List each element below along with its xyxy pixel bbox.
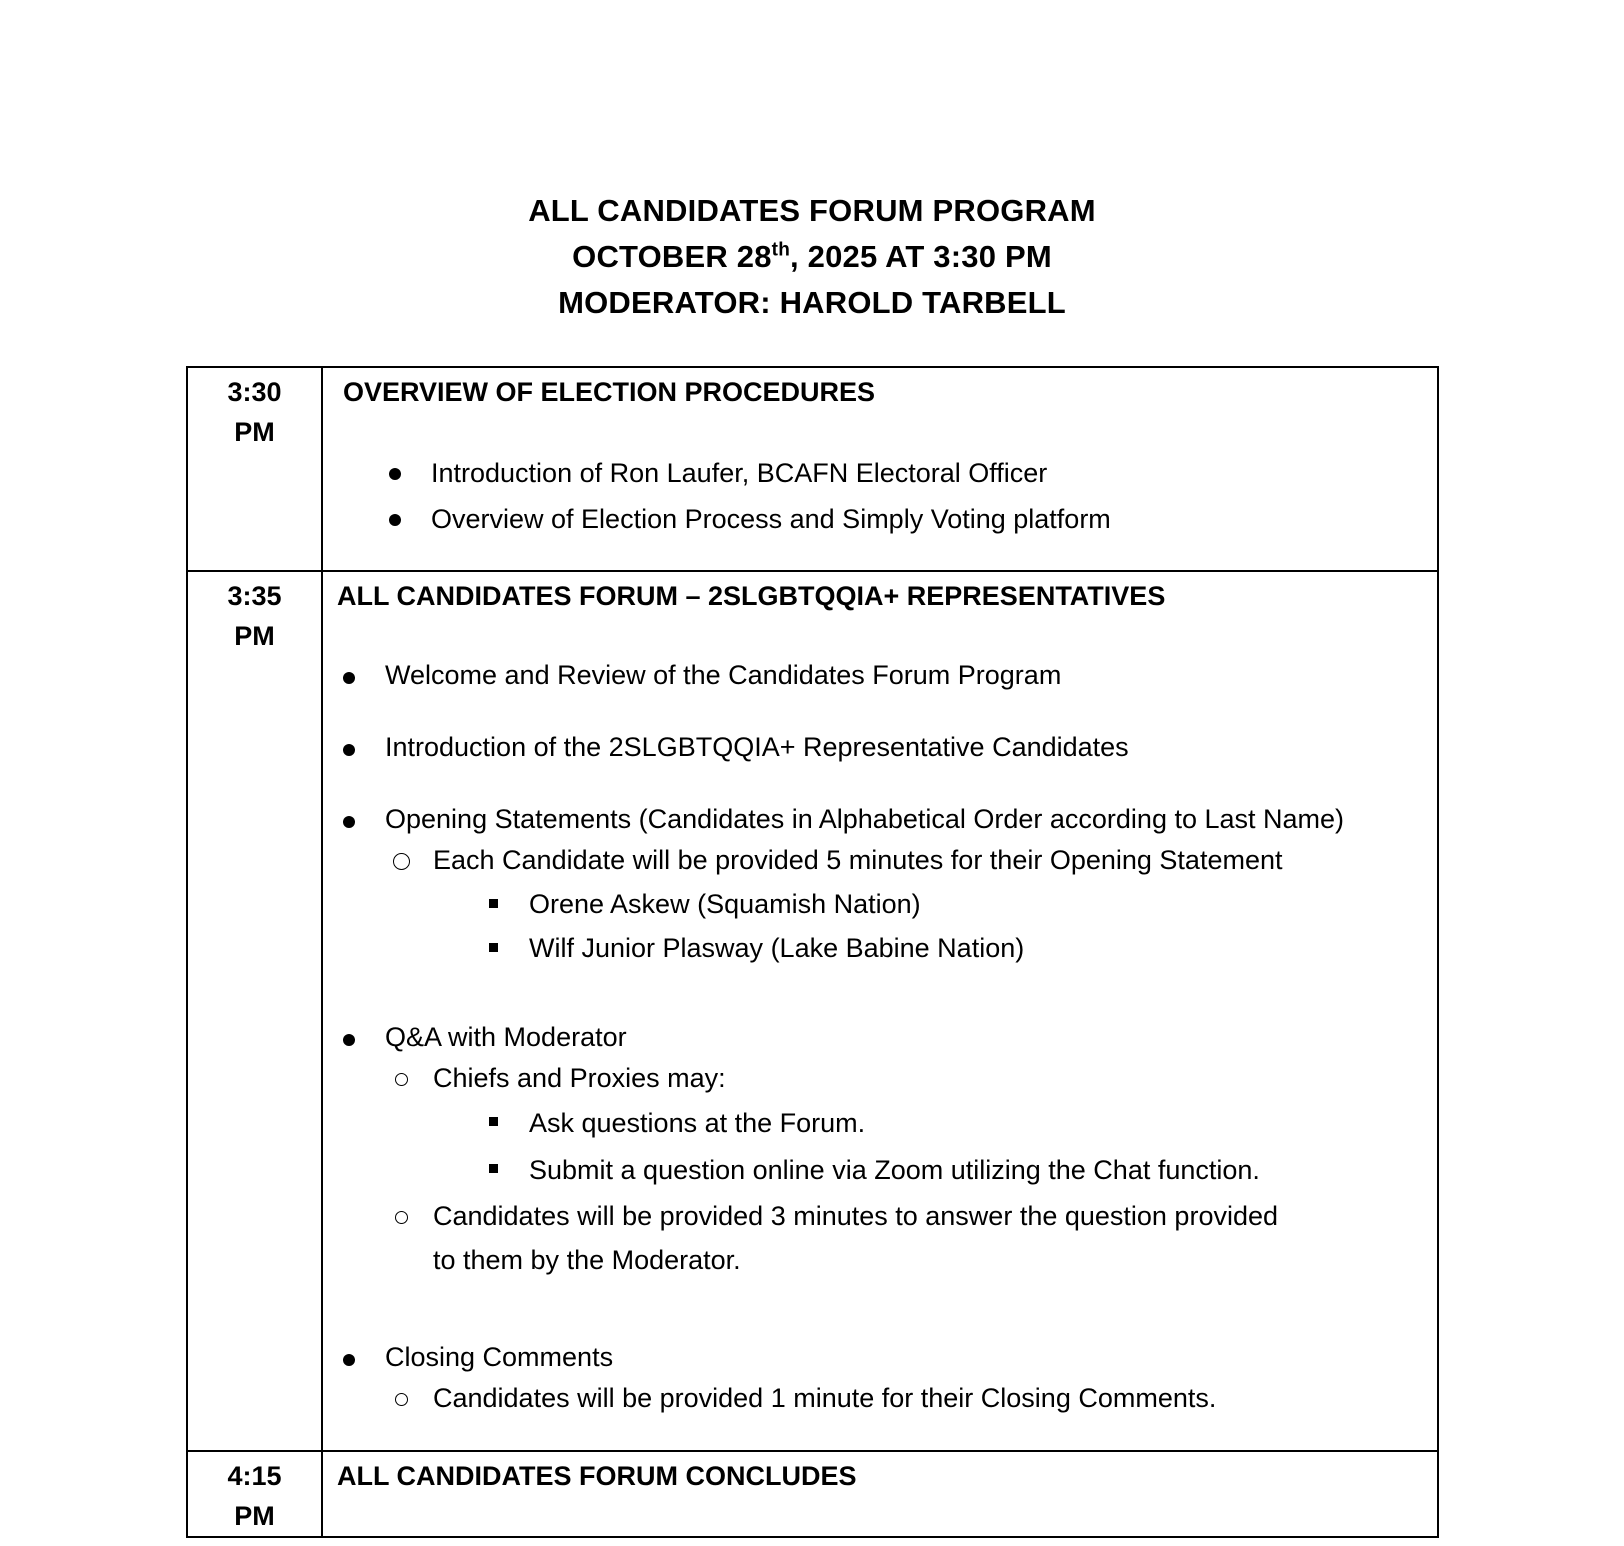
date-suffix: , 2025 AT 3:30 PM — [790, 239, 1052, 274]
sub-item: Candidates will be provided 1 minute for their Closing Comments. — [289, 1376, 1425, 1420]
candidate-item: Orene Askew (Squamish Nation) — [289, 882, 1425, 926]
candidate-item: Wilf Junior Plasway (Lake Babine Nation) — [289, 926, 1425, 970]
list-item-welcome: Welcome and Review of the Candidates Forum Program — [337, 656, 1425, 694]
agenda-cell — [322, 367, 1438, 571]
time-value: 4:15 — [227, 1461, 282, 1491]
agenda-cell — [322, 1451, 1438, 1537]
sub-item-line: to them by the Moderator. — [433, 1245, 741, 1275]
time-cell — [187, 1451, 322, 1537]
list-item: Overview of Election Process and Simply Voting platform — [337, 496, 1425, 542]
list-item: Introduction of Ron Laufer, BCAFN Electoral Officer — [337, 450, 1425, 496]
time-value: 3:35 — [227, 581, 282, 611]
agenda-cell — [322, 571, 1438, 1451]
date-prefix: OCTOBER 28 — [572, 239, 772, 274]
sub-sub-item: Submit a question online via Zoom utilizing the Chat function. — [289, 1147, 1425, 1194]
bullet-list — [337, 450, 1425, 570]
time-period: PM — [234, 1501, 275, 1531]
time-cell — [187, 571, 322, 1451]
section-heading: ALL CANDIDATES FORUM – 2SLGBTQQIA+ REPRESENTATIVES — [337, 581, 1166, 611]
program-table — [186, 366, 1439, 1538]
bullet-list — [337, 656, 1425, 1420]
sub-item: Chiefs and Proxies may: — [289, 1056, 1425, 1100]
sub-sub-item: Ask questions at the Forum. — [289, 1100, 1425, 1147]
time-period: PM — [234, 417, 275, 447]
program-row-conclusion — [187, 1451, 1438, 1537]
opening-label: Opening Statements (Candidates in Alphabetical Order according to Last Name) — [385, 804, 1345, 834]
time-cell — [187, 367, 322, 571]
list-item-qa: Q&A with Moderator — [337, 1018, 1425, 1056]
list-item-opening-statements — [337, 800, 1425, 838]
time-value: 3:30 — [227, 377, 282, 407]
list-item-introduction: Introduction of the 2SLGBTQQIA+ Representative Candidates — [337, 728, 1425, 766]
time-period: PM — [234, 621, 275, 651]
moderator-line: MODERATOR: HAROLD TARBELL — [558, 285, 1066, 320]
section-heading: ALL CANDIDATES FORUM CONCLUDES — [337, 1461, 857, 1491]
document-title: ALL CANDIDATES FORUM PROGRAM — [528, 193, 1096, 228]
event-date — [0, 234, 1624, 280]
document-header — [0, 188, 1624, 326]
sub-item-line: Candidates will be provided 3 minutes to answer the question provided — [433, 1201, 1279, 1231]
program-row-overview — [187, 367, 1438, 571]
sub-item — [289, 1194, 1425, 1282]
date-ordinal: th — [771, 239, 791, 261]
list-item-closing: Closing Comments — [337, 1338, 1425, 1376]
sub-item: Each Candidate will be provided 5 minutes for their Opening Statement — [289, 838, 1425, 882]
program-row-forum — [187, 571, 1438, 1451]
section-heading: OVERVIEW OF ELECTION PROCEDURES — [343, 377, 876, 407]
